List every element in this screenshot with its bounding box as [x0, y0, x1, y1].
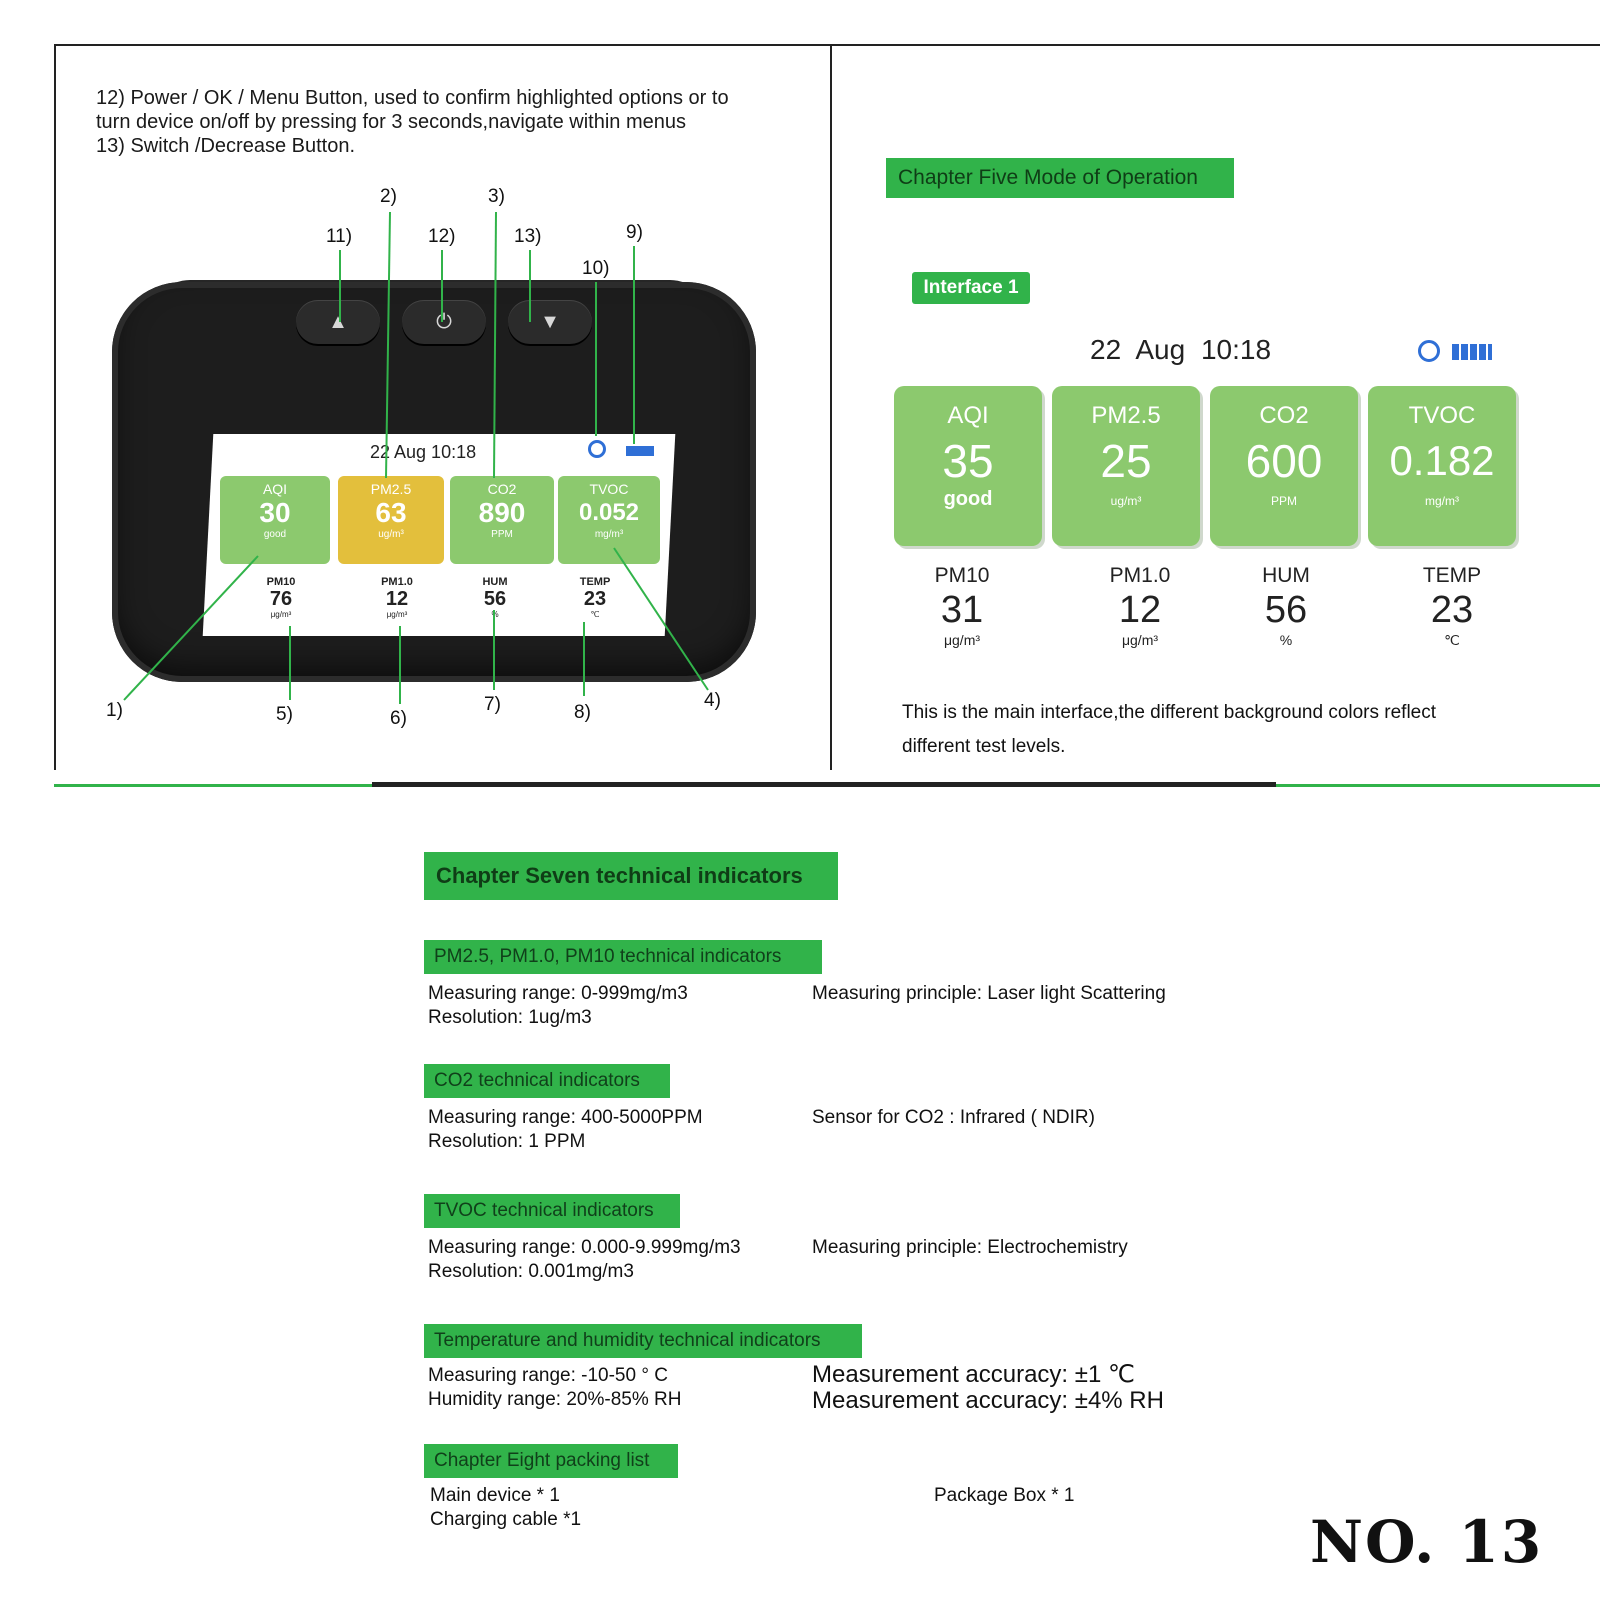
tile-unit: PPM [1270, 494, 1297, 508]
interface-tile-pm25 [1052, 386, 1200, 546]
interface-sub-pm10 [902, 564, 1022, 648]
tile-unit: PPM [491, 529, 513, 540]
callout-12: 12) [428, 226, 456, 247]
tile-unit: ug/m³ [378, 529, 404, 540]
tile-value: 63 [375, 497, 407, 528]
sub-value: 31 [940, 589, 984, 631]
tile-value: 0.182 [1389, 437, 1495, 484]
pm-principle: Measuring principle: Laser light Scattering [812, 983, 1166, 1004]
alarm-icon [1418, 340, 1440, 362]
tile-label: PM2.5 [370, 481, 412, 497]
tvoc-resolution: Resolution: 0.001mg/m3 [428, 1261, 634, 1282]
sub-value: 23 [583, 588, 607, 610]
tile-unit: mg/m³ [594, 529, 624, 540]
interface-description [902, 696, 1436, 764]
interface-tile-tvoc [1368, 386, 1516, 546]
frame-bottom-dark-line [372, 782, 1276, 787]
sub-value: 56 [1264, 589, 1308, 631]
sub-label: PM10 [266, 576, 296, 588]
tile-value: 600 [1245, 435, 1323, 487]
sub-value: 12 [385, 588, 409, 610]
power-button[interactable]: ⏻ [402, 300, 486, 344]
tile-value: 30 [259, 497, 291, 528]
tvoc-principle: Measuring principle: Electrochemistry [812, 1237, 1128, 1258]
tile-label: TVOC [589, 481, 629, 497]
down-button[interactable]: ▼ [508, 300, 592, 344]
sub-label: TEMP [1422, 564, 1482, 587]
sub-label: PM1.0 [381, 576, 413, 588]
callout-8: 8) [574, 702, 591, 723]
sub-value: 56 [483, 588, 507, 610]
tile-value: 35 [942, 435, 994, 487]
interface-sub-temp [1392, 564, 1512, 649]
callout-lines [0, 0, 840, 760]
sub-unit: % [1279, 632, 1293, 648]
tile-value: 0.052 [578, 499, 640, 526]
up-button[interactable]: ▲ [296, 300, 380, 344]
interface-date: 22 Aug 10:18 [1090, 334, 1272, 365]
callout-line-4 [614, 548, 708, 690]
callout-13: 13) [514, 226, 542, 247]
sub-unit: % [491, 610, 499, 619]
pm-resolution: Resolution: 1ug/m3 [428, 1007, 592, 1028]
sub-value: 76 [269, 588, 293, 610]
sub-unit: μg/m³ [270, 610, 292, 619]
tile-value: 890 [478, 497, 526, 528]
device-date: 22 Aug 10:18 [370, 442, 477, 462]
callout-3: 3) [488, 186, 505, 207]
tile-unit: mg/m³ [1425, 494, 1459, 508]
packing-list-heading: Chapter Eight packing list [424, 1444, 678, 1478]
sub-label: HUM [482, 576, 508, 588]
packing-item-package-box: Package Box * 1 [934, 1485, 1075, 1506]
tile-label: CO2 [487, 481, 517, 497]
battery-icon [1452, 344, 1492, 360]
interface-tile-aqi [894, 386, 1042, 546]
pm-indicators-heading: PM2.5, PM1.0, PM10 technical indicators [424, 940, 822, 974]
sub-label: PM10 [934, 564, 990, 587]
callout-2: 2) [380, 186, 397, 207]
desc-line-2: different test levels. [902, 736, 1066, 757]
co2-range: Measuring range: 400-5000PPM [428, 1107, 703, 1128]
sub-unit: ℃ [590, 610, 600, 619]
tile-label: AQI [947, 402, 989, 429]
tile-label: AQI [262, 481, 288, 497]
pm-range: Measuring range: 0-999mg/m3 [428, 983, 688, 1004]
packing-item-main-device: Main device * 1 [430, 1485, 560, 1506]
callout-11: 11) [326, 226, 353, 247]
interface-1-badge: Interface 1 [912, 272, 1030, 304]
sub-unit: μg/m³ [1121, 632, 1159, 648]
co2-sensor: Sensor for CO2 : Infrared ( NDIR) [812, 1107, 1095, 1128]
sub-value: 23 [1430, 589, 1474, 631]
callout-line-2 [386, 212, 390, 478]
humidity-range: Humidity range: 20%-85% RH [428, 1389, 682, 1410]
tile-unit: good [263, 529, 287, 540]
tvoc-indicators-heading: TVOC technical indicators [424, 1194, 680, 1228]
sub-unit: μg/m³ [943, 632, 981, 648]
interface-sub-hum [1226, 564, 1346, 648]
callout-6: 6) [390, 708, 407, 729]
tvoc-range: Measuring range: 0.000-9.999mg/m3 [428, 1237, 741, 1258]
tile-unit: good [943, 488, 993, 510]
humidity-accuracy: Measurement accuracy: ±4% RH [812, 1387, 1164, 1414]
sub-unit: ℃ [1444, 632, 1460, 648]
tile-label: TVOC [1408, 402, 1476, 429]
temp-accuracy: Measurement accuracy: ±1 ℃ [812, 1361, 1135, 1388]
tile-unit: ug/m³ [1110, 494, 1142, 508]
callout-9: 9) [626, 222, 643, 243]
co2-indicators-heading: CO2 technical indicators [424, 1064, 670, 1098]
desc-line-1: This is the main interface,the different background colors reflect [902, 702, 1437, 723]
tile-label: CO2 [1259, 402, 1309, 429]
sub-label: HUM [1262, 564, 1310, 587]
sub-unit: μg/m³ [386, 610, 408, 619]
interface-sub-pm10 [1080, 564, 1200, 648]
tile-label: PM2.5 [1091, 402, 1161, 429]
callout-1: 1) [106, 700, 123, 721]
chapter-seven-heading: Chapter Seven technical indicators [424, 852, 838, 900]
chapter-five-heading: Chapter Five Mode of Operation [886, 158, 1234, 198]
intro-line-1: 12) Power / OK / Menu Button, used to confirm highlighted options or to [96, 87, 729, 109]
temp-range: Measuring range: -10-50 ° C [428, 1365, 668, 1386]
page-number: NO. 13 [1310, 1508, 1544, 1576]
callout-line-3 [494, 212, 496, 478]
callout-4: 4) [704, 690, 721, 711]
intro-line-3: 13) Switch /Decrease Button. [96, 135, 356, 157]
callout-line-1 [124, 556, 258, 700]
temp-humidity-heading: Temperature and humidity technical indicators [424, 1324, 862, 1358]
callout-10: 10) [582, 258, 610, 279]
callout-5: 5) [276, 704, 293, 725]
co2-resolution: Resolution: 1 PPM [428, 1131, 586, 1152]
intro-line-2: turn device on/off by pressing for 3 seconds,navigate within menus [96, 111, 686, 133]
packing-item-charging-cable: Charging cable *1 [430, 1509, 582, 1530]
callout-7: 7) [484, 694, 501, 715]
sub-label: PM1.0 [1109, 564, 1171, 587]
sub-value: 12 [1118, 589, 1162, 631]
interface-tile-co2 [1210, 386, 1358, 546]
sub-label: TEMP [579, 576, 611, 588]
tile-value: 25 [1100, 435, 1152, 487]
